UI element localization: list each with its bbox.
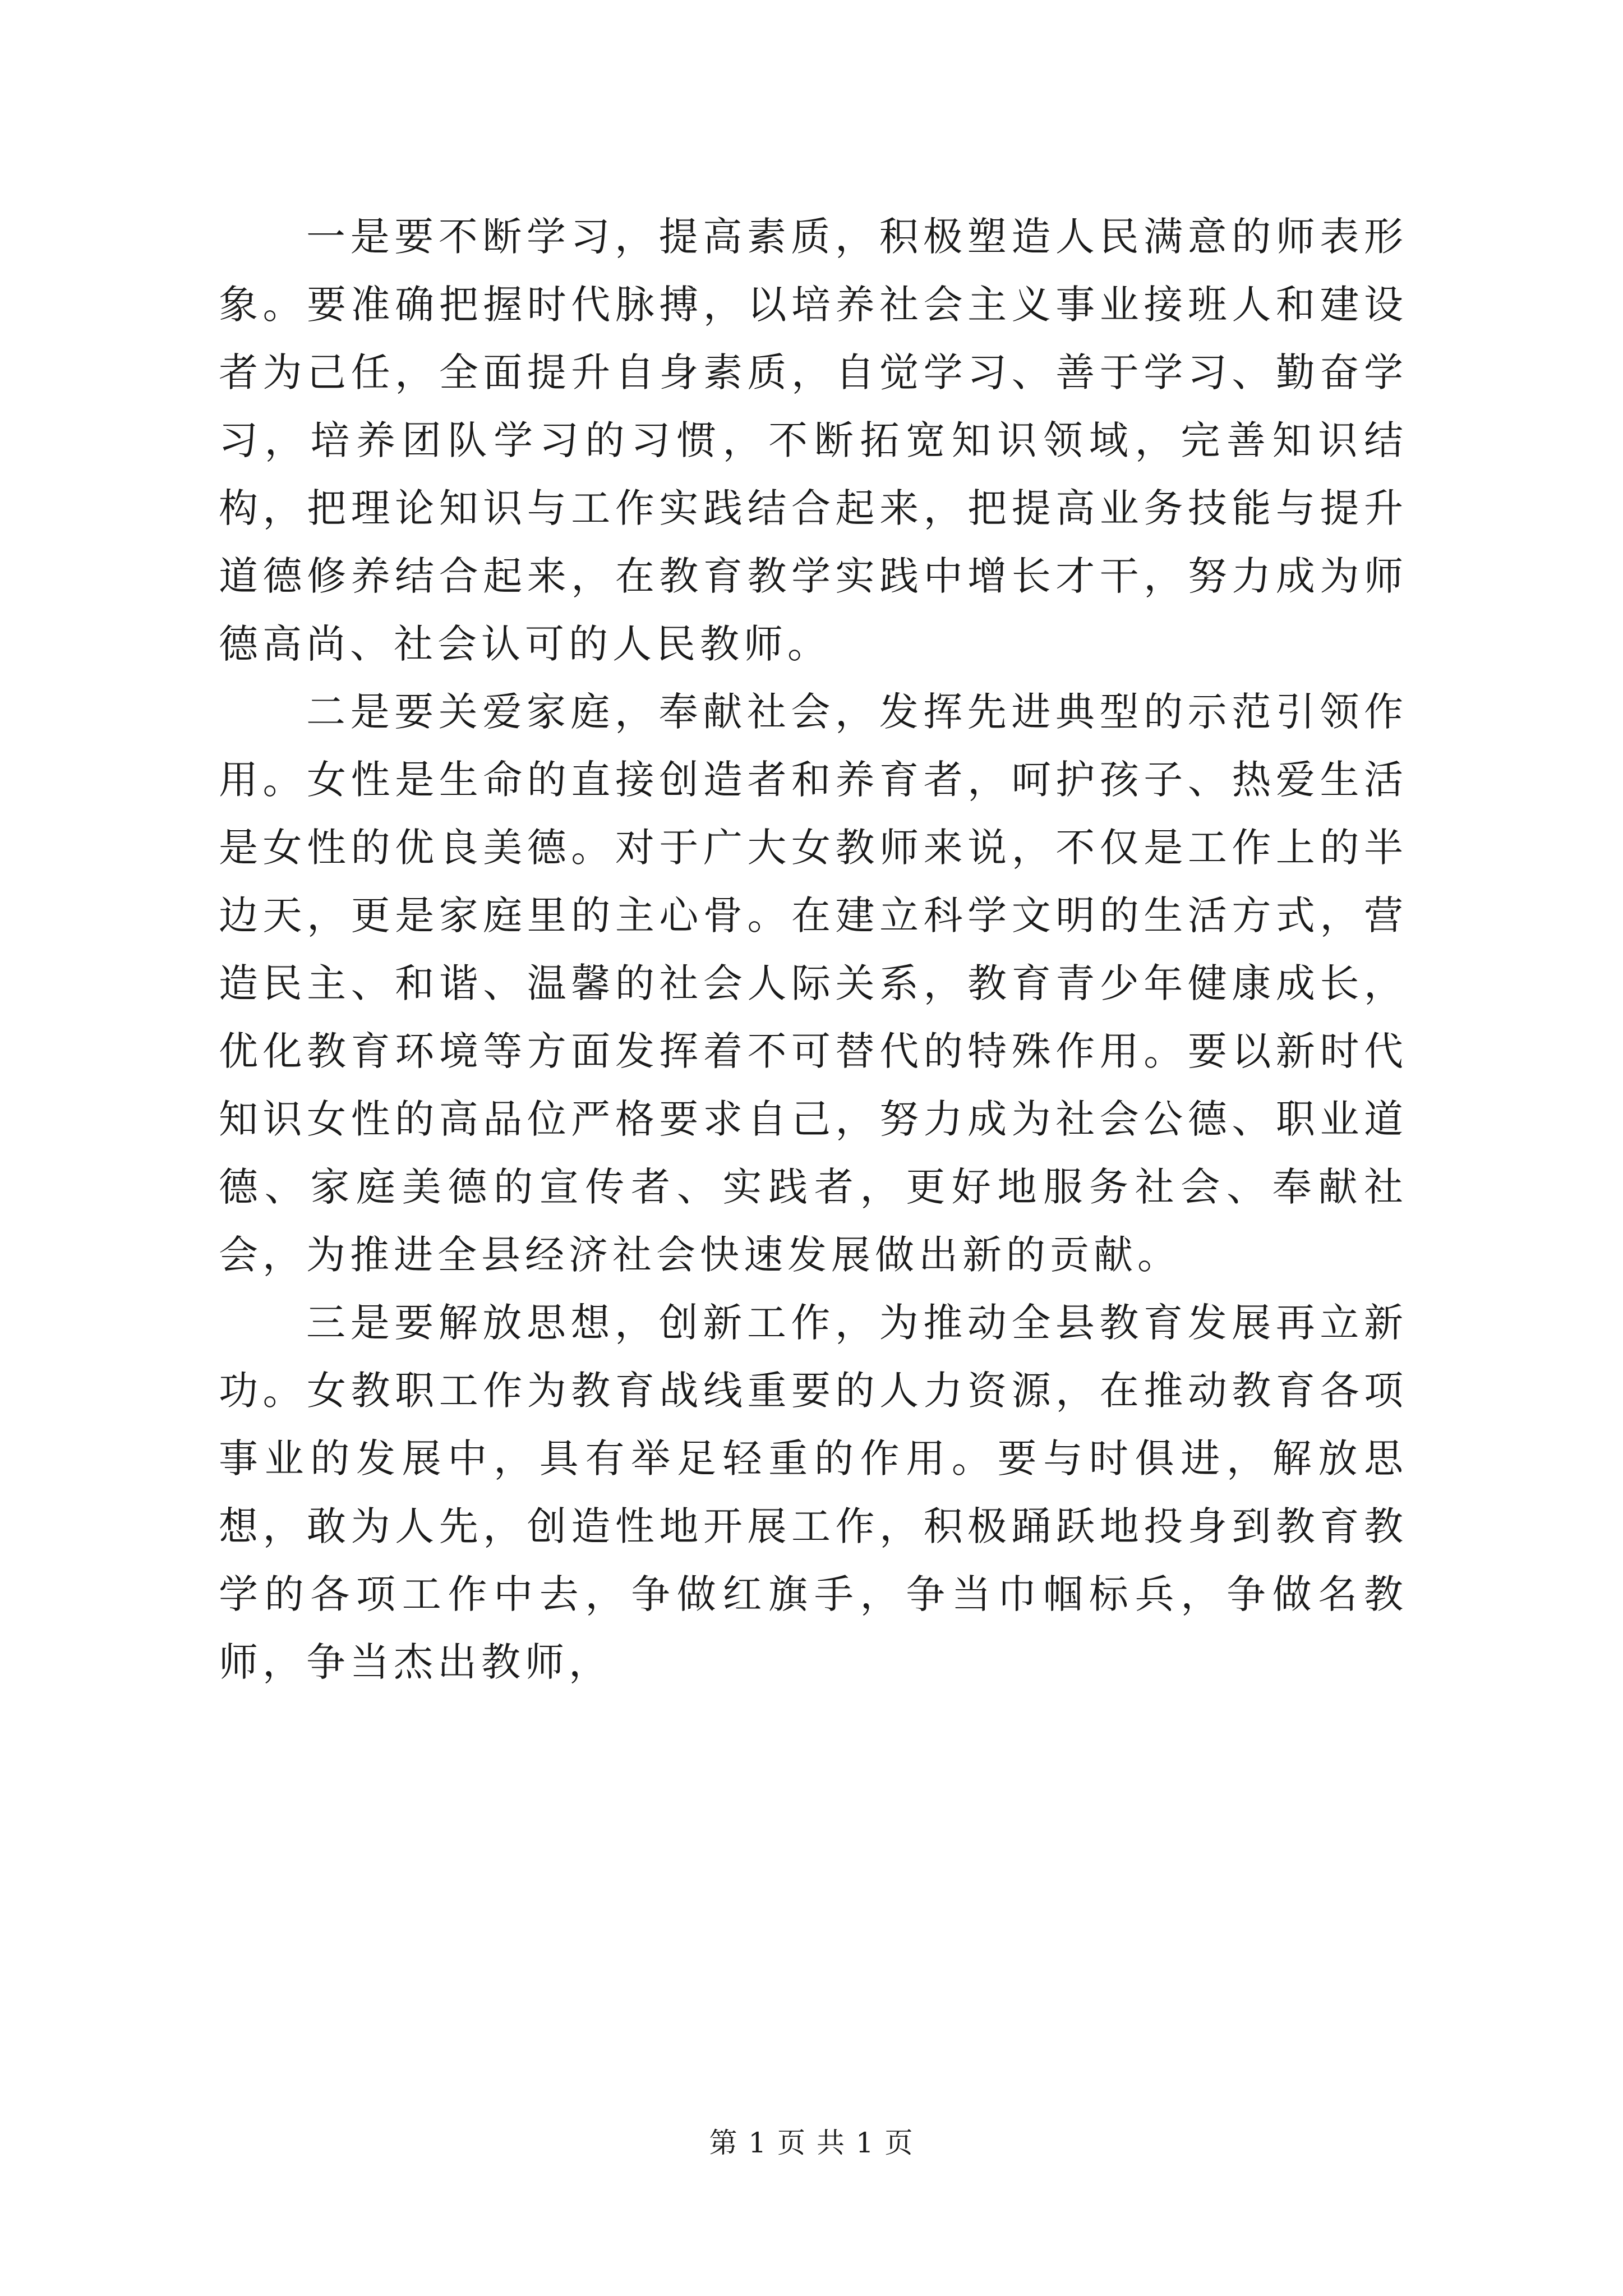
paragraph-3: 三是要解放思想，创新工作，为推动全县教育发展再立新功。女教职工作为教育战线重要的人力资源，在推动教育各项事业的发展中，具有举足轻重的作用。要与时俱进，解放思想，敢为人先，创造性地开展工作，积极踊跃地投身到教育教学的各项工作中去，争做红旗手，争当巾帼标兵，争做名教师，争当杰出教师， <box>219 1300 1408 1685</box>
page-footer: 第 1 页 共 1 页 <box>709 2127 914 2159</box>
paragraph-2: 二是要关爱家庭，奉献社会，发挥先进典型的示范引领作用。女性是生命的直接创造者和养育者，呵护孩子、热爱生活是女性的优良美德。对于广大女教师来说，不仅是工作上的半边天，更是家庭里的主心骨。在建立科学文明的生活方式，营造民主、和谐、温馨的社会人际关系，教育青少年健康成长，优化教育环境等方面发挥着不可替代的特殊作用。要以新时代知识女性的高品位严格要求自己，努力成为社会公德、职业道德、家庭美德的宣传者、实践者，更好地服务社会、奉献社会，为推进全县经济社会快速发展做出新的贡献。 <box>219 689 1408 1278</box>
document-body <box>219 203 1408 1696</box>
paragraph-1: 一是要不断学习，提高素质，积极塑造人民满意的师表形象。要准确把握时代脉搏，以培养社会主义事业接班人和建设者为己任，全面提升自身素质，自觉学习、善于学习、勤奋学习，培养团队学习的习惯，不断拓宽知识领域，完善知识结构，把理论知识与工作实践结合起来，把提高业务技能与提升道德修养结合起来，在教育教学实践中增长才干，努力成为师德高尚、社会认可的人民教师。 <box>219 214 1408 667</box>
